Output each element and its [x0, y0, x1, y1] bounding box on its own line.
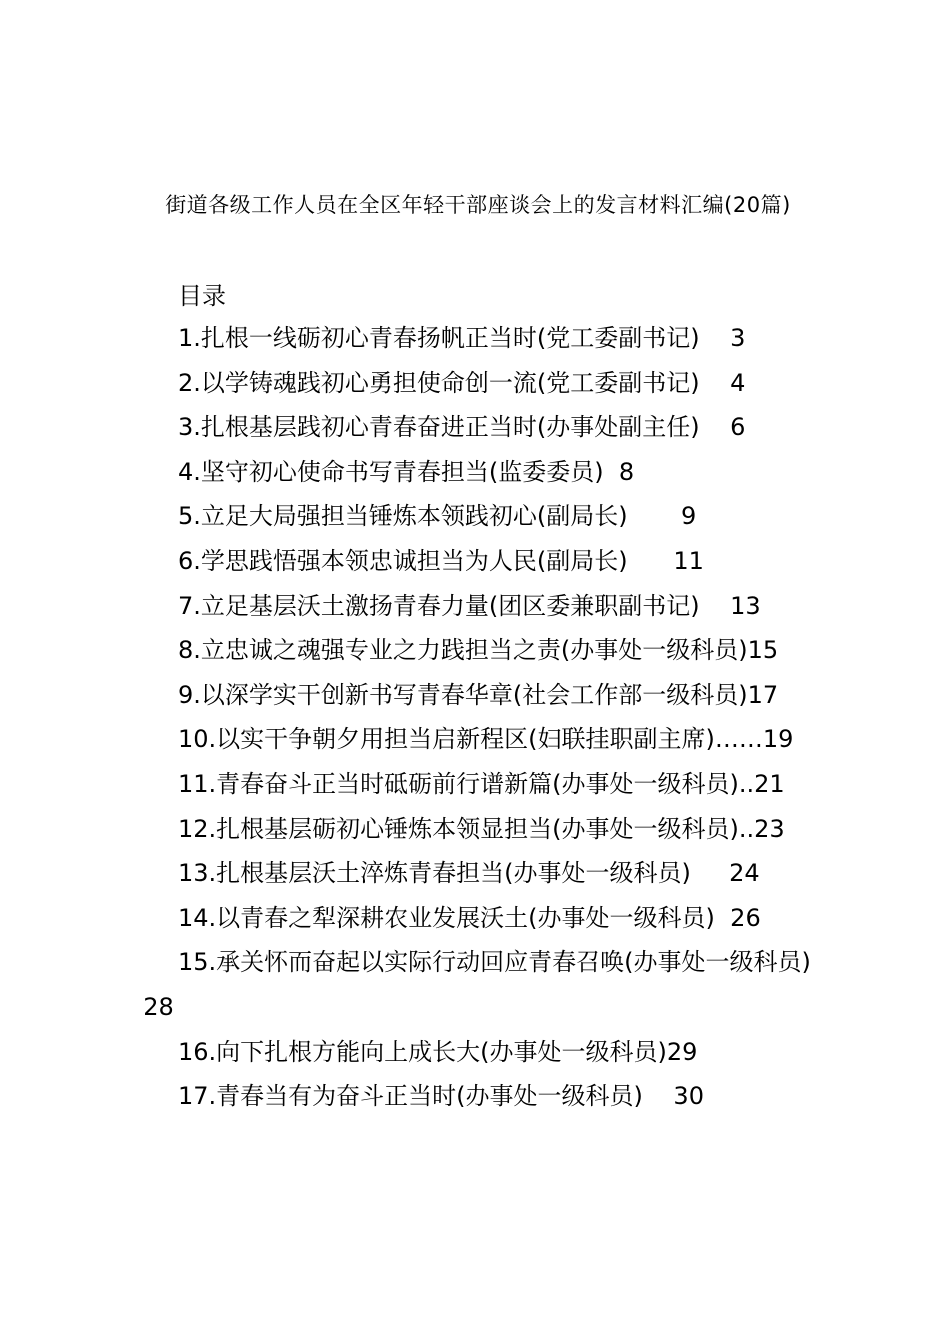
toc-entry-separator — [628, 547, 674, 575]
toc-entry-title: 1.扎根一线砺初心青春扬帆正当时(党工委副书记) — [178, 324, 700, 352]
toc-entry-title: 3.扎根基层践初心青春奋进正当时(办事处副主任) — [178, 413, 700, 442]
toc-entry-page: 9 — [681, 502, 697, 531]
toc-entry-separator — [700, 592, 731, 620]
toc-entry[interactable] — [128, 494, 828, 539]
toc-entry-separator — [700, 324, 731, 352]
toc-entry-separator — [628, 502, 681, 530]
toc-entry[interactable] — [128, 628, 828, 673]
toc-entry-title: 16.向下扎根方能向上成长大(办事处一级科员) — [178, 1037, 667, 1066]
toc-entry-page: 3 — [730, 324, 746, 352]
toc-entry[interactable] — [128, 807, 828, 852]
toc-entry-title: 13.扎根基层沃土淬炼青春担当(办事处一级科员) — [178, 859, 691, 888]
toc-list — [128, 316, 828, 1119]
toc-entry[interactable] — [128, 361, 828, 406]
toc-entry[interactable] — [128, 851, 828, 896]
toc-entry-page: 28 — [143, 992, 174, 1021]
toc-entry-page: 23 — [754, 814, 785, 843]
toc-entry[interactable] — [128, 673, 828, 718]
toc-entry-page: 11 — [673, 546, 704, 575]
toc-entry[interactable] — [128, 1030, 828, 1075]
toc-entry-title: 7.立足基层沃土激扬青春力量(团区委兼职副书记) — [178, 591, 700, 620]
toc-entry-page: 24 — [729, 859, 760, 888]
toc-entry-separator — [691, 859, 729, 887]
toc-entry-page: 17 — [747, 680, 779, 709]
toc-entry-page: 30 — [673, 1082, 704, 1111]
toc-entry[interactable] — [128, 762, 828, 807]
toc-entry[interactable] — [128, 717, 828, 762]
toc-entry-separator — [700, 413, 731, 441]
toc-entry-title: 9.以深学实干创新书写青春华章(社会工作部一级科员) — [178, 680, 748, 709]
toc-entry[interactable] — [128, 584, 828, 629]
toc-entry-title: 4.坚守初心使命书写青春担当(监委委员) — [178, 457, 604, 486]
toc-entry-page: 15 — [747, 636, 779, 665]
toc-entry-page: 21 — [754, 769, 785, 798]
toc-entry-separator — [604, 458, 619, 486]
toc-entry-page: 6 — [730, 413, 746, 442]
toc-entry-page: 13 — [730, 591, 761, 620]
toc-entry-page: 29 — [666, 1037, 698, 1066]
toc-entry-title: 2.以学铸魂践初心勇担使命创一流(党工委副书记) — [178, 368, 700, 397]
toc-entry-separator — [700, 369, 731, 397]
document-title: 街道各级工作人员在全区年轻干部座谈会上的发言材料汇编(20篇) — [165, 193, 791, 217]
toc-entry-title: 8.立忠诚之魂强专业之力践担当之责(办事处一级科员) — [178, 636, 748, 665]
toc-entry-title: 10.以实干争朝夕用担当启新程区(妇联挂职副主席)…… — [178, 725, 763, 754]
toc-entry-title: 15.承关怀而奋起以实际行动回应青春召唤(办事处一级科员) — [178, 948, 811, 977]
toc-entry-page: 26 — [730, 903, 761, 932]
toc-entry-title: 12.扎根基层砺初心锤炼本领显担当(办事处一级科员).. — [178, 814, 755, 843]
toc-entry-title: 17.青春当有为奋斗正当时(办事处一级科员) — [178, 1082, 643, 1111]
toc-entry-title: 11.青春奋斗正当时砥砺前行谱新篇(办事处一级科员).. — [178, 769, 755, 798]
toc-entry-page: 19 — [762, 725, 794, 754]
toc-entry-separator — [643, 1082, 674, 1110]
toc-entry-separator — [128, 993, 143, 1021]
toc-entry-title: 14.以青春之犁深耕农业发展沃土(办事处一级科员) — [178, 903, 715, 932]
toc-entry[interactable] — [128, 1074, 828, 1119]
toc-entry[interactable] — [128, 539, 828, 584]
toc-entry[interactable] — [128, 896, 828, 941]
toc-entry[interactable] — [128, 316, 828, 361]
toc-heading: 目录 — [178, 282, 226, 310]
toc-entry-page: 8 — [618, 457, 635, 486]
toc-entry-title: 6.学思践悟强本领忠诚担当为人民(副局长) — [178, 546, 628, 575]
toc-entry-page: 4 — [730, 368, 746, 397]
toc-entry[interactable] — [128, 450, 828, 495]
table-of-contents — [128, 276, 828, 1119]
toc-entry[interactable] — [128, 940, 828, 1029]
toc-entry[interactable] — [128, 405, 828, 450]
toc-entry-separator — [715, 904, 730, 932]
toc-entry-title: 5.立足大局强担当锤炼本领践初心(副局长) — [178, 502, 628, 531]
